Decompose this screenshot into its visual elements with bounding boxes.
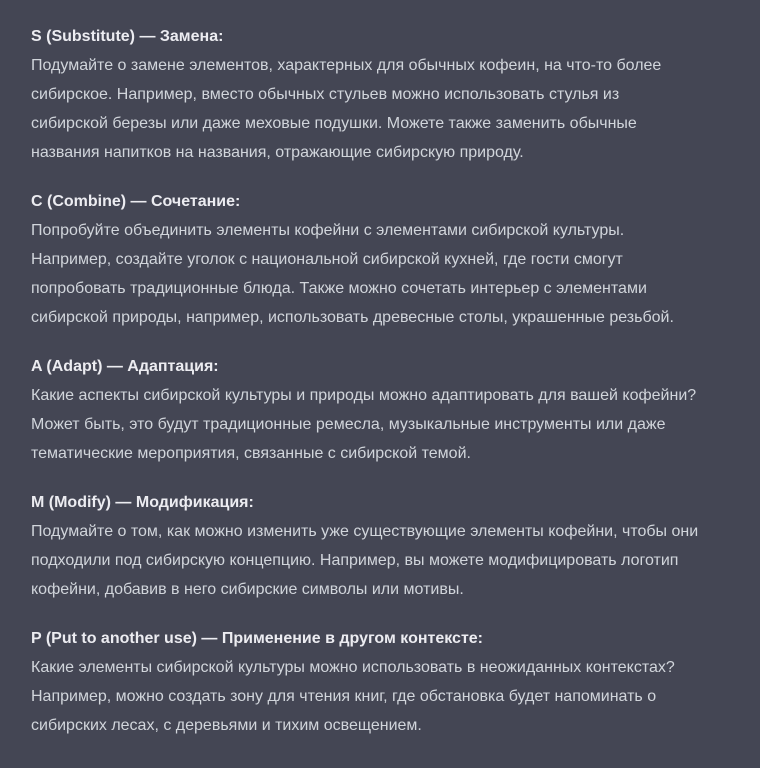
section-text: Какие элементы сибирской культуры можно использовать в неожиданных контекстах? Например, можно создать зону для чтения книг, где обстановка будет напоминать о сибирских лесах, с деревьями и тихим освещением.	[31, 659, 675, 734]
section-text: Подумайте о замене элементов, характерных для обычных кофеин, на что-то более сибирское. Например, вместо обычных стульев можно использовать стулья из сибирской березы или даже меховые подушки. Можете также заменить обычные названия напитков на названия, отражающие сибирскую природу.	[31, 57, 662, 161]
section-text: Какие аспекты сибирской культуры и природы можно адаптировать для вашей кофейни? Может быть, это будут традиционные ремесла, музыкальные инструменты или даже тематические мероприятия, связанные с сибирской темой.	[31, 387, 697, 462]
section-heading: M (Modify) — Модификация:	[31, 494, 254, 511]
section-heading: C (Combine) — Сочетание:	[31, 193, 241, 210]
section-substitute	[31, 22, 746, 167]
section-combine	[31, 187, 746, 332]
section-put-to-another-use	[31, 624, 746, 740]
section-heading: S (Substitute) — Замена:	[31, 28, 224, 45]
section-text: Попробуйте объединить элементы кофейни с элементами сибирской культуры. Например, создайте уголок с национальной сибирской кухней, где гости смогут попробовать традиционные блюда. Также можно сочетать интерьер с элементами сибирской природы, например, использовать древесные столы, украшенные резьбой.	[31, 222, 674, 326]
section-heading: P (Put to another use) — Применение в другом контексте:	[31, 630, 483, 647]
chat-message-content	[31, 22, 746, 760]
section-text: Подумайте о том, как можно изменить уже существующие элементы кофейни, чтобы они подходили под сибирскую концепцию. Например, вы можете модифицировать логотип кофейни, добавив в него сибирские символы или мотивы.	[31, 523, 699, 598]
section-heading: A (Adapt) — Адаптация:	[31, 358, 219, 375]
section-adapt	[31, 352, 746, 468]
section-modify	[31, 488, 746, 604]
